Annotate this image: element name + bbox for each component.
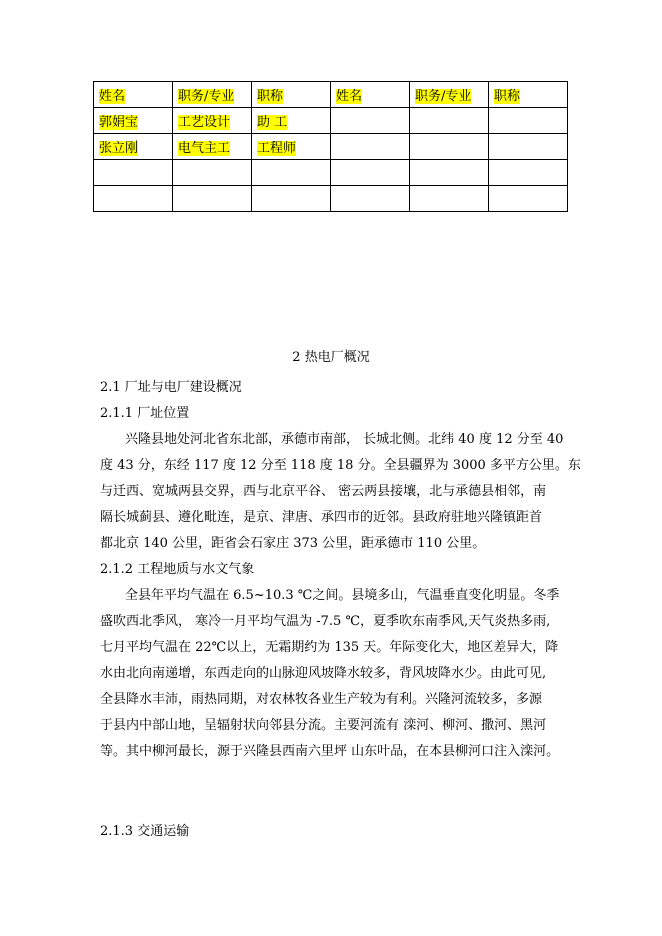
table-cell [410, 134, 489, 160]
paragraph-line: 都北京 140 公里，距省会石家庄 373 公里，距承德市 110 公里。 [100, 536, 486, 551]
table-cell [252, 186, 331, 212]
section-heading-2-1-1: 2.1.1 厂址位置 [100, 406, 190, 421]
cell-text: 郭娟宝 [99, 115, 139, 130]
cell-text: 工程师 [257, 141, 297, 156]
table-row [94, 134, 568, 160]
table-row [94, 108, 568, 134]
paragraph-line: 七月平均气温在 22℃以上，无霜期约为 135 天。年际变化大，地区差异大，降 [100, 640, 559, 655]
paragraph-line: 于县内中部山地，呈辐射状向邻县分流。主要河流有 滦河、柳河、撒河、黑河 [100, 718, 547, 733]
table-cell [94, 108, 173, 134]
paragraph-line: 兴隆县地处河北省东北部，承德市南部， 长城北侧。北纬 40 度 12 分至 40 [125, 432, 564, 447]
table-cell [489, 108, 568, 134]
header-name-2: 姓名 [336, 89, 363, 104]
paragraph-line: 等。其中柳河最长，源于兴隆县西南六里坪 山东叶品，在本县柳河口注入滦河。 [100, 744, 560, 759]
table-cell [331, 160, 410, 186]
paragraph-line: 全县年平均气温在 6.5~10.3 ℃之间。县境多山，气温垂直变化明显。冬季 [125, 588, 560, 603]
table-cell [94, 134, 173, 160]
cell-text: 工艺设计 [178, 115, 231, 130]
staff-table [93, 81, 568, 212]
paragraph-line: 度 43 分，东经 117 度 12 分至 118 度 18 分。全县疆界为 3000 多平方公里。东 [100, 458, 581, 473]
header-name-1: 姓名 [99, 89, 126, 104]
table-header-cell [410, 82, 489, 108]
table-cell [94, 160, 173, 186]
section-heading-2-1: 2.1 厂址与电厂建设概况 [100, 380, 242, 395]
table-header-cell [489, 82, 568, 108]
table-header-cell [173, 82, 252, 108]
header-title-2: 职务/专业 [415, 89, 472, 104]
header-rank-1: 职称 [257, 89, 284, 104]
table-cell [489, 134, 568, 160]
table-cell [252, 160, 331, 186]
table-cell [173, 134, 252, 160]
table-header-cell [331, 82, 410, 108]
table-cell [173, 186, 252, 212]
table-cell [331, 134, 410, 160]
table-header-cell [94, 82, 173, 108]
table-cell [489, 160, 568, 186]
cell-text: 助 工 [257, 115, 288, 130]
table-cell [410, 186, 489, 212]
table-cell [331, 186, 410, 212]
paragraph-line: 隔长城蓟县、遵化毗连，是京、津唐、承四市的近邻。县政府驻地兴隆镇距首 [100, 510, 543, 525]
table-cell [489, 186, 568, 212]
table-cell [410, 160, 489, 186]
table-row [94, 186, 568, 212]
section-heading-2-1-2: 2.1.2 工程地质与水文气象 [100, 562, 255, 577]
table-header-cell [252, 82, 331, 108]
table-cell [252, 108, 331, 134]
table-cell [94, 186, 173, 212]
table-cell [331, 108, 410, 134]
chapter-title: 2 热电厂概况 [292, 350, 370, 365]
table-header-row [94, 82, 568, 108]
section-heading-2-1-3: 2.1.3 交通运输 [100, 824, 190, 839]
paragraph-line: 水由北向南递增，东西走向的山脉迎风坡降水较多，背风坡降水少。由此可见, [100, 666, 547, 681]
cell-text: 电气主工 [178, 141, 231, 156]
table-cell [252, 134, 331, 160]
paragraph-line: 与迁西、宽城两县交界，西与北京平谷、 密云两县接壤，北与承德县相邻，南 [100, 484, 547, 499]
table-cell [173, 160, 252, 186]
table-cell [410, 108, 489, 134]
table-cell [173, 108, 252, 134]
table-row [94, 160, 568, 186]
cell-text: 张立刚 [99, 141, 139, 156]
paragraph-line: 盛吹西北季风， 寒冷一月平均气温为 -7.5 ℃，夏季吹东南季风,天气炎热多雨, [100, 614, 551, 629]
paragraph-line: 全县降水丰沛，雨热同期，对农林牧各业生产较为有利。兴隆河流较多，多源 [100, 692, 543, 707]
header-title-1: 职务/专业 [178, 89, 235, 104]
header-rank-2: 职称 [494, 89, 521, 104]
